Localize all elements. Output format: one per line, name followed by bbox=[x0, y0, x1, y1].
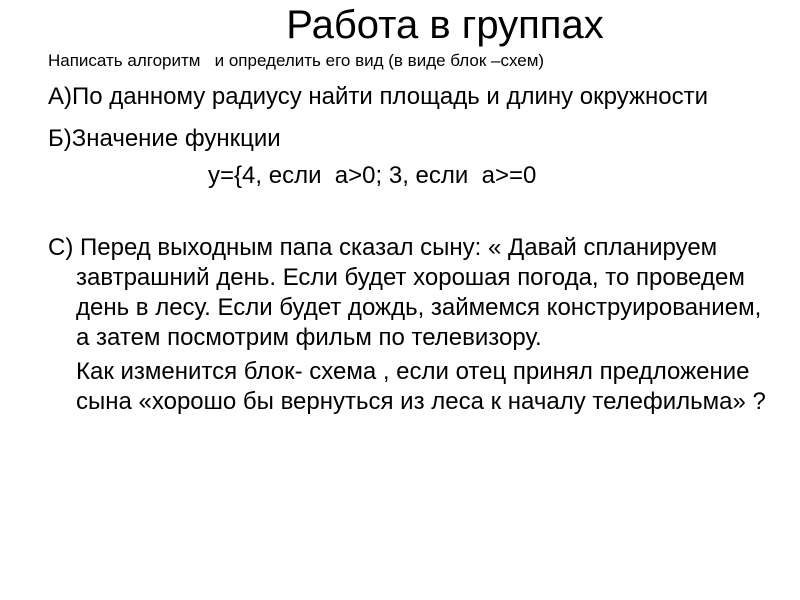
task-b: Б)Значение функции bbox=[48, 125, 281, 152]
slide-title: Работа в группах bbox=[286, 3, 604, 47]
task-c-followup: Как изменится блок- схема , если отец принял предложение сына «хорошо бы вернуться из леса к началу телефильма» ? bbox=[76, 358, 766, 415]
task-c: С) Перед выходным папа сказал сыну: « Давай спланируем завтрашний день. Если будет хорошая погода, то проведем день в лесу. Если будет дождь, займемся конструированием, а затем посмотрим фильм по телевизору. bbox=[48, 234, 762, 351]
function-formula: у={4, если а>0; 3, если а>=0 bbox=[208, 162, 537, 189]
slide-subtitle: Написать алгоритм и определить его вид (в виде блок –схем) bbox=[48, 51, 545, 70]
task-a: А)По данному радиусу найти площадь и длину окружности bbox=[48, 83, 709, 110]
slide-body bbox=[48, 82, 768, 417]
